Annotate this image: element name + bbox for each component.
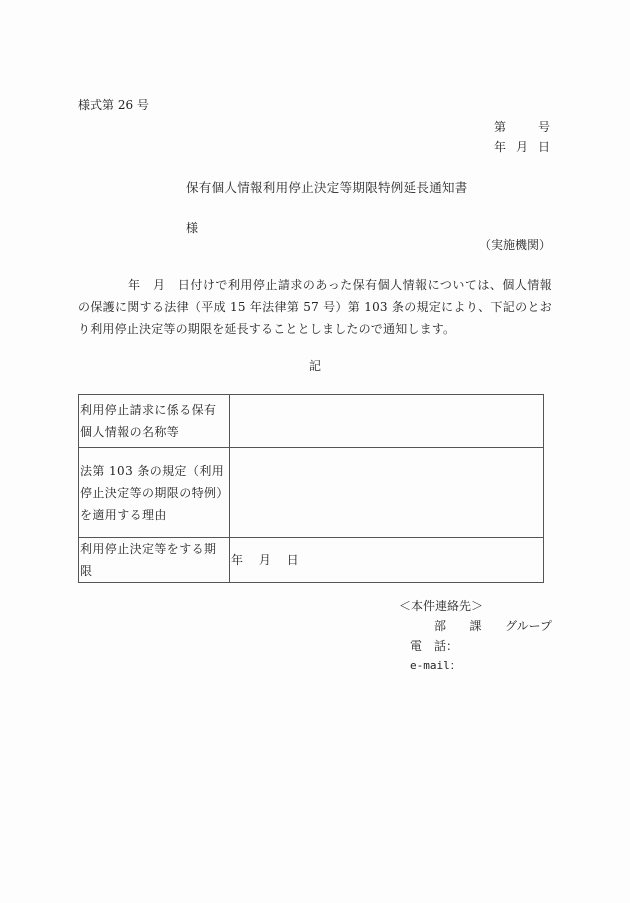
doc-number-prefix: 第 — [494, 120, 507, 134]
document-number — [494, 118, 550, 135]
ki-heading: 記 — [309, 359, 322, 373]
table-row — [79, 448, 544, 538]
row-label: 利用停止請求に係る保有個人情報の名称等 — [79, 395, 230, 448]
row-label: 利用停止決定等をする期限 — [79, 538, 230, 583]
row-value — [230, 448, 544, 538]
row-value — [230, 395, 544, 448]
date-year: 年 — [494, 140, 507, 154]
doc-number-suffix: 号 — [537, 120, 550, 134]
form-number: 様式第 26 号 — [78, 98, 149, 112]
date-day: 日 — [537, 140, 550, 154]
contact-department — [434, 617, 552, 634]
row-label: 法第 103 条の規定（利用停止決定等の期限の特例）を適用する理由 — [79, 448, 230, 538]
contact-dept-label: 部 — [434, 619, 447, 633]
details-table — [78, 394, 544, 583]
row-value: 年 月 日 — [230, 538, 544, 583]
contact-phone: 電 話： — [410, 639, 459, 653]
addressee: 様 — [186, 221, 199, 235]
body-paragraph: 年 月 日付けで利用停止請求のあった保有個人情報については、個人情報の保護に関する法律（平成 15 年法律第 57 号）第 103 条の規定により、下記のとおり利用停止決定等の期限を延長することとしましたので通知します。 — [78, 278, 552, 336]
issuing-organization: （実施機関） — [478, 238, 551, 252]
contact-group-label: グループ — [504, 619, 552, 633]
contact-section-label: 課 — [469, 619, 482, 633]
table-row — [79, 538, 544, 583]
contact-email: e-mail： — [410, 659, 461, 672]
document-title: 保有個人情報利用停止決定等期限特例延長通知書 — [186, 180, 468, 195]
document-date — [494, 138, 550, 155]
contact-heading: ＜本件連絡先＞ — [399, 599, 484, 613]
date-month: 月 — [515, 140, 528, 154]
table-row — [79, 395, 544, 448]
